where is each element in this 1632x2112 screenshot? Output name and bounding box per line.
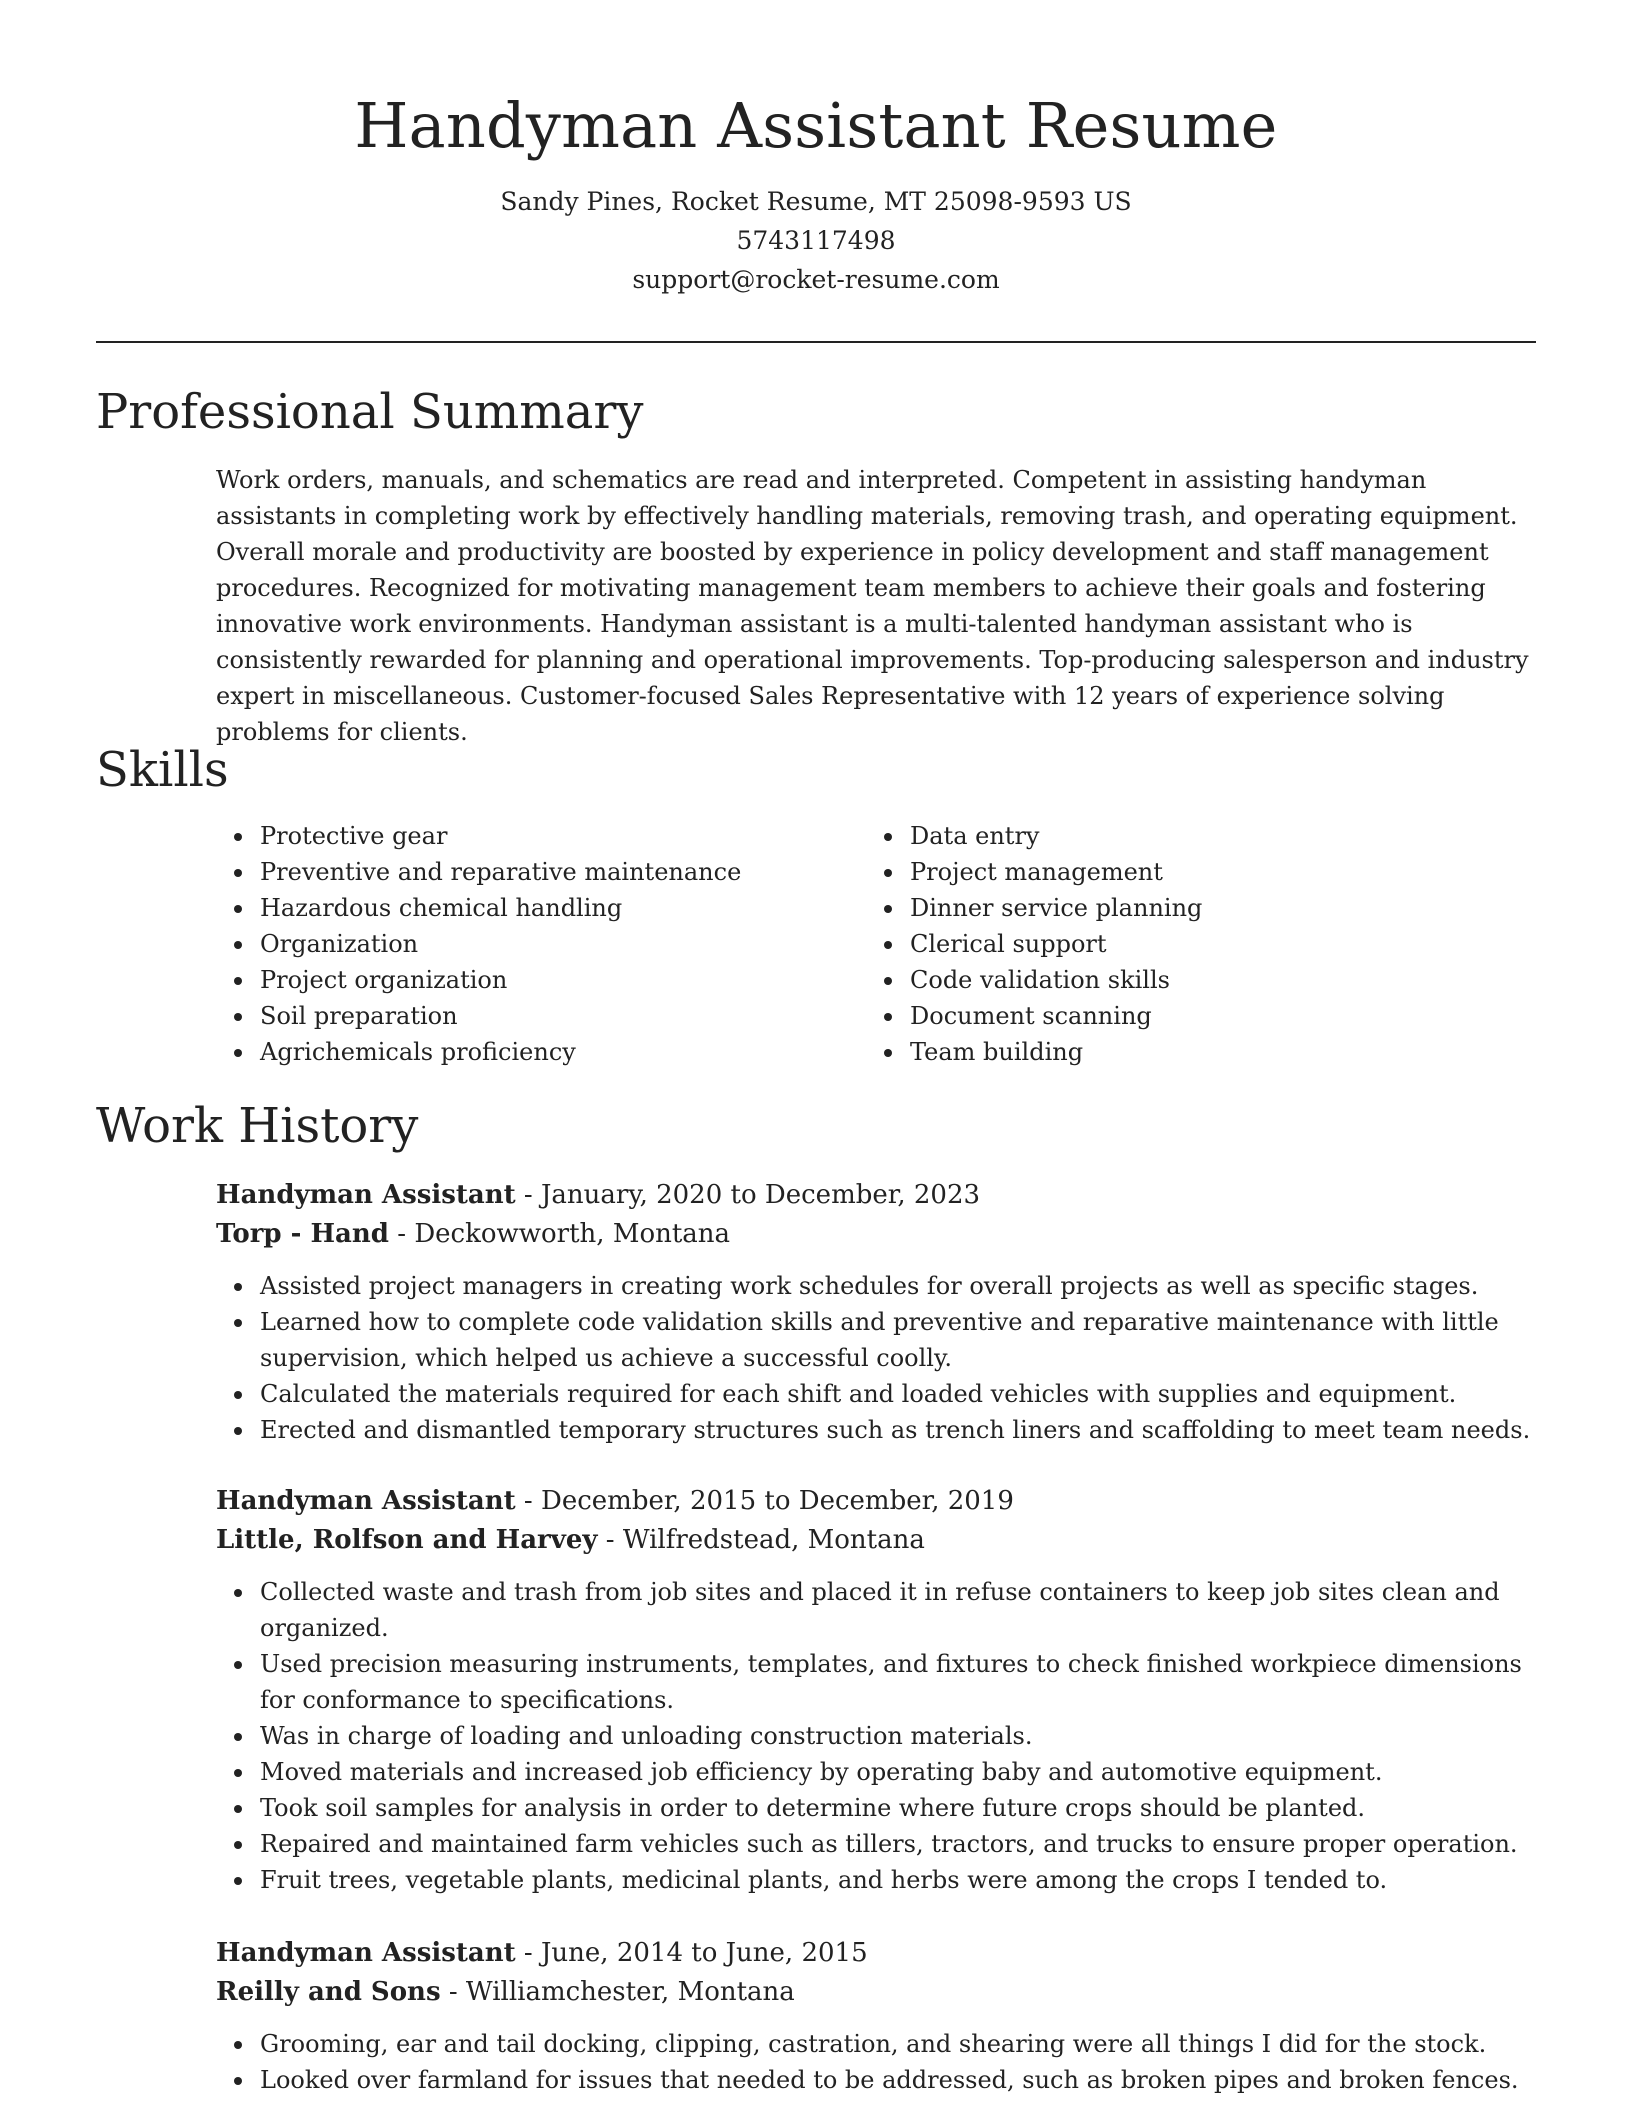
job-bullets <box>216 1268 1536 1448</box>
job-location: Wilfredstead, Montana <box>622 1525 925 1555</box>
skill-item: Clerical support <box>866 926 1202 962</box>
job-bullet: Erected and dismantled temporary structures such as trench liners and scaffolding to meet team needs. <box>216 1412 1536 1448</box>
job-bullet: Moved materials and increased job efficiency by operating baby and automotive equipment. <box>216 1754 1536 1790</box>
header-divider <box>96 341 1536 343</box>
skills-list-right <box>866 818 1202 1070</box>
skills-heading: Skills <box>96 742 229 798</box>
job-location: Williamchester, Montana <box>465 1977 795 2007</box>
job-company-line: Torp - Hand - Deckowworth, Montana <box>216 1219 731 1249</box>
skill-item: Project management <box>866 854 1202 890</box>
job-bullet: Repaired and maintained farm vehicles such as tillers, tractors, and trucks to ensure proper operation. <box>216 1826 1536 1862</box>
job-dates: June, 2014 to June, 2015 <box>540 1938 868 1968</box>
skills-list-left <box>216 818 741 1070</box>
skill-item: Team building <box>866 1034 1202 1070</box>
job-bullet: Learned how to complete code validation skills and preventive and reparative maintenance with little supervision, which helped us achieve a successful coolly. <box>216 1304 1536 1376</box>
job-title-line: Handyman Assistant - December, 2015 to December, 2019 <box>216 1486 1014 1516</box>
job-bullet: Took soil samples for analysis in order to determine where future crops should be planted. <box>216 1790 1536 1826</box>
summary-text: Work orders, manuals, and schematics are read and interpreted. Competent in assisting handyman assistants in completing work by effectively handling materials, removing trash, and operating equipment. Overall morale and productivity are boosted by experience in policy development and staff management procedures. Recognized for motivating management team members to achieve their goals and fostering innovative work environments. Handyman assistant is a multi-talented handyman assistant who is consistently rewarded for planning and operational improvements. Top-producing salesperson and industry expert in miscellaneous. Customer-focused Sales Representative with 12 years of experience solving problems for clients. <box>216 466 1529 746</box>
skill-item: Soil preparation <box>216 998 741 1034</box>
resume-title: Handyman Assistant Resume <box>354 89 1278 162</box>
job-entry <box>216 1176 1536 1448</box>
job-title: Handyman Assistant <box>216 1486 516 1516</box>
skill-item: Organization <box>216 926 741 962</box>
address: Sandy Pines, Rocket Resume, MT 25098-9593 US <box>500 187 1132 216</box>
job-bullet: Assisted project managers in creating work schedules for overall projects as well as specific stages. <box>216 1268 1536 1304</box>
job-company: Torp - Hand <box>216 1219 389 1249</box>
job-bullet: Looked over farmland for issues that needed to be addressed, such as broken pipes and broken fences. <box>216 2062 1536 2098</box>
job-bullet: Fruit trees, vegetable plants, medicinal plants, and herbs were among the crops I tended to. <box>216 1862 1536 1898</box>
job-bullet: Used precision measuring instruments, templates, and fixtures to check finished workpiece dimensions for conformance to specifications. <box>216 1646 1536 1718</box>
skill-item: Code validation skills <box>866 962 1202 998</box>
summary-heading: Professional Summary <box>96 384 644 440</box>
job-bullet: Grooming, ear and tail docking, clipping, castration, and shearing were all things I did for the stock. <box>216 2026 1536 2062</box>
job-bullet: Was in charge of loading and unloading construction materials. <box>216 1718 1536 1754</box>
job-title: Handyman Assistant <box>216 1938 516 1968</box>
job-bullet: Collected waste and trash from job sites and placed it in refuse containers to keep job sites clean and organized. <box>216 1574 1536 1646</box>
job-bullets <box>216 1574 1536 1898</box>
skill-item: Data entry <box>866 818 1202 854</box>
job-company-line: Little, Rolfson and Harvey - Wilfredstead, Montana <box>216 1525 925 1555</box>
skill-item: Dinner service planning <box>866 890 1202 926</box>
job-title: Handyman Assistant <box>216 1180 516 1210</box>
skill-item: Hazardous chemical handling <box>216 890 741 926</box>
job-entry <box>216 1482 1536 1898</box>
job-title-line: Handyman Assistant - June, 2014 to June, 2015 <box>216 1938 868 1968</box>
skill-item: Protective gear <box>216 818 741 854</box>
job-title-line: Handyman Assistant - January, 2020 to December, 2023 <box>216 1180 981 1210</box>
skill-item: Agrichemicals proficiency <box>216 1034 741 1070</box>
skill-item: Preventive and reparative maintenance <box>216 854 741 890</box>
skill-item: Document scanning <box>866 998 1202 1034</box>
contact-block <box>0 182 1632 299</box>
job-location: Deckowworth, Montana <box>414 1219 731 1249</box>
job-dates: January, 2020 to December, 2023 <box>540 1180 981 1210</box>
work-history-heading: Work History <box>96 1098 419 1154</box>
phone: 5743117498 <box>736 226 896 255</box>
job-bullet: Calculated the materials required for each shift and loaded vehicles with supplies and equipment. <box>216 1376 1536 1412</box>
job-entry <box>216 1934 1536 2098</box>
resume-header <box>0 82 1632 299</box>
email: support@rocket-resume.com <box>632 265 1000 294</box>
job-bullets <box>216 2026 1536 2098</box>
job-dates: December, 2015 to December, 2019 <box>540 1486 1014 1516</box>
skill-item: Project organization <box>216 962 741 998</box>
job-company: Little, Rolfson and Harvey <box>216 1525 598 1555</box>
job-company-line: Reilly and Sons - Williamchester, Montana <box>216 1977 795 2007</box>
job-company: Reilly and Sons <box>216 1977 441 2007</box>
